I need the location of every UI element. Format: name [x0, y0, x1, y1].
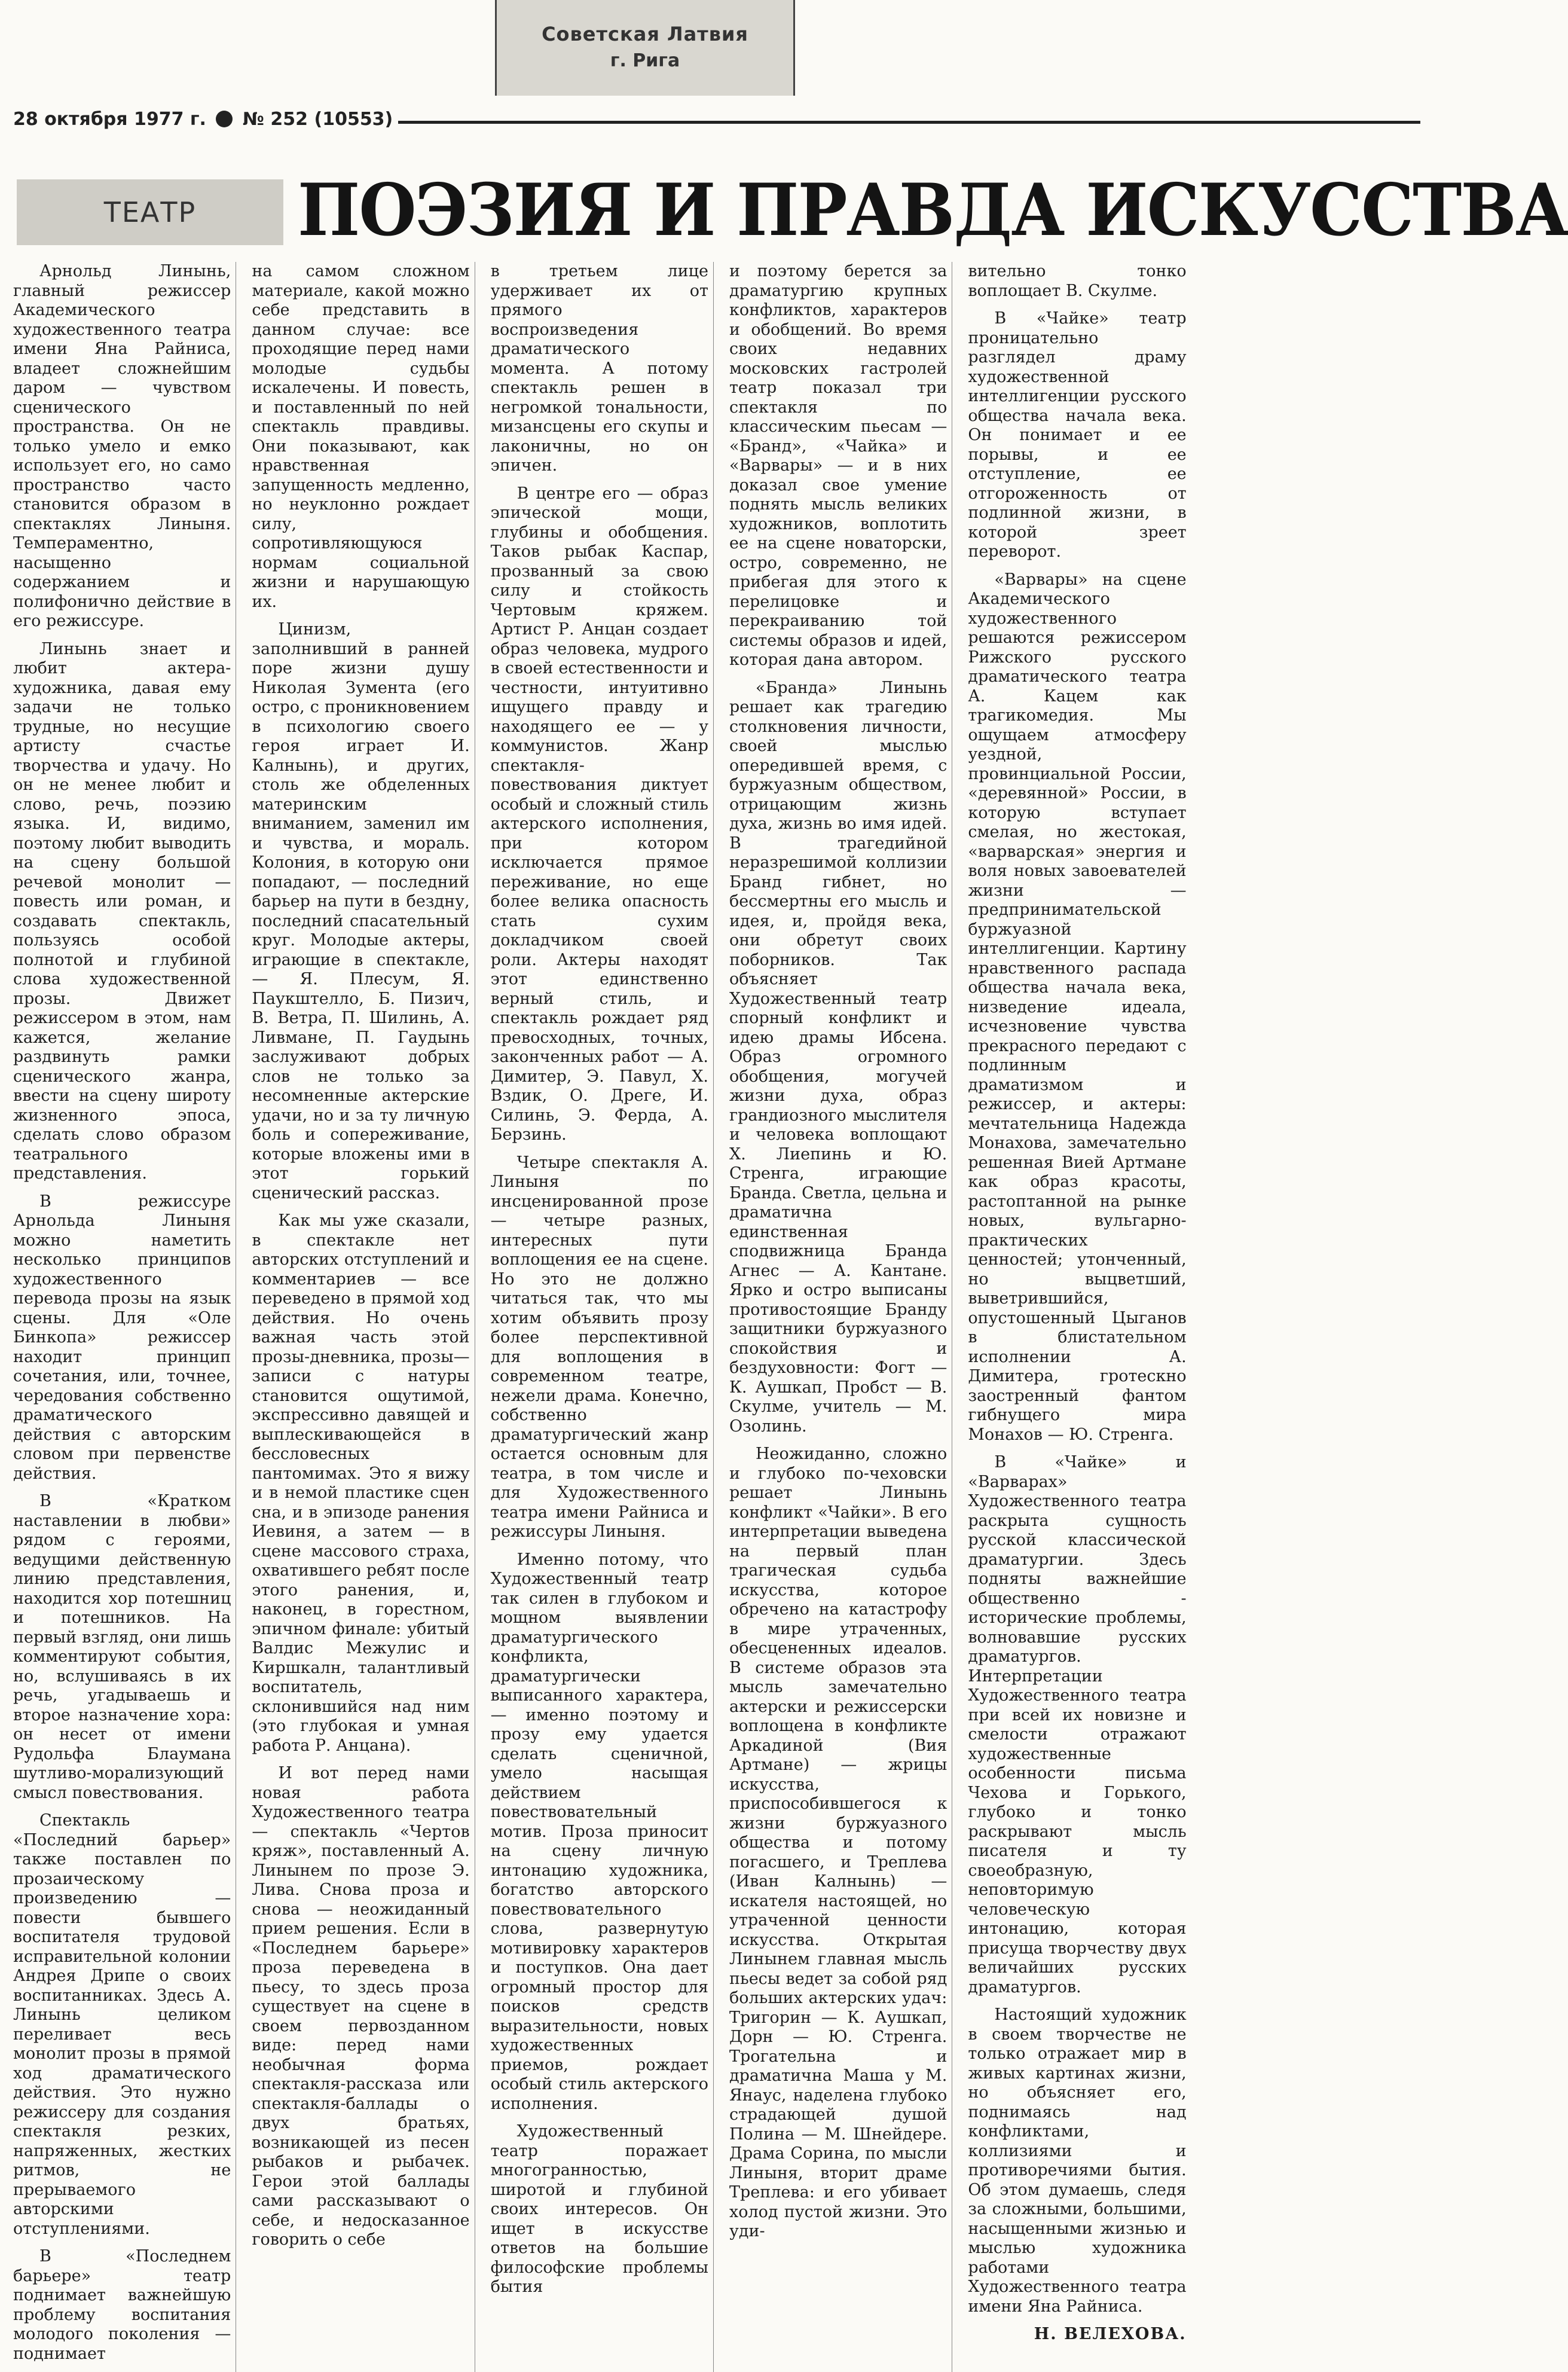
author-signature: Н. ВЕЛЕХОВА.: [1034, 2325, 1187, 2343]
article-column-2: [252, 262, 475, 2372]
issue-date: 28 октября 1977 г.: [13, 109, 206, 130]
paragraph: В «Последнем барьере» театр поднимает важнейшую проблему воспитания молодого поколения — поднимает: [13, 2247, 231, 2363]
article-column-1: [13, 262, 236, 2372]
paragraph: В центре его — образ эпической мощи, глубины и обобщения. Таков рыбак Каспар, прозванный за свою силу и стойкость Чертовым кряжем. Артист Р. Анцан создает образ человека, мудрого в своей естественности и честности, интуитивно ищущего правду и находящего ее — у коммунистов. Жанр спектакля-повествования диктует особый и сложный стиль актерского исполнения, при котором исключается прямое переживание, но еще более велика опасность стать сухим докладчиком своей роли. Актеры находят этот единственно верный стиль, и спектакль рождает ряд превосходных, точных, законченных работ — А. Димитер, Э. Павул, Х. Вздик, О. Дреге, И. Силинь, Э. Ферда, А. Берзинь.: [490, 484, 708, 1144]
newspaper-name: Советская Латвия: [542, 23, 748, 45]
paragraph: Неожиданно, сложно и глубоко по-чеховски решает Линынь конфликт «Чайки». В его интерпретации выведена на первый план трагическая судьба искусства, которое обречено на катастрофу в мире утраченных, обесцененных идеалов. В системе образов эта мысль замечательно актерски и режиссерски воплощена в конфликте Аркадиной (Вия Артмане) — жрицы искусства, приспособившегося к жизни буржуазного общества и потому погасшего, и Треплева (Иван Калнынь) — искателя настоящей, но утраченной ценности искусства. Открытая Линынем главная мысль пьесы ведет за собой ряд больших актерских удач: Тригорин — К. Аушкап, Дорн — Ю. Стренга. Трогательна и драматична Маша у М. Янаус, наделена глубоко страдающей душой Полина — М. Шнейдере. Драма Сорина, по мысли Линыня, вторит драме Треплева: и его убивает холод пустой жизни. Это уди-: [729, 1445, 947, 2240]
paragraph: Четыре спектакля А. Линыня по инсценированной прозе — четыре разных, интересных пути воплощения ее на сцене. Но это не должно читаться так, что мы хотим объявить прозу более перспективной для воплощения в современном театре, нежели драма. Конечно, собственно драматургический жанр остается основным для театра, в том числе и для Художественного театра имени Райниса и режиссуры Линыня.: [490, 1153, 708, 1541]
paragraph: на самом сложном материале, какой можно себе представить в данном случае: все проходящие перед нами молодые судьбы искалечены. И повесть, и поставленный по ней спектакль правдивы. Они показывают, как нравственная запущенность медленно, но неуклонно рождает силу, сопротивляющуюся нормам социальной жизни и нарушающую их.: [252, 262, 470, 611]
paragraph: Линынь знает и любит актера-художника, давая ему задачи не только трудные, но несущие артисту счастье творчества и удачу. Но он не менее любит и слово, речь, поэзию языка. И, видимо, поэтому любит выводить на сцену большой речевой монолит — повесть или роман, и создавать спектакль, пользуясь особой полнотой и глубиной слова художественной прозы. Движет режиссером в этом, нам кажется, желание раздвинуть рамки сценического жанра, ввести на сцену широту жизненного эпоса, сделать слово образом театрального представления.: [13, 639, 231, 1183]
paragraph: Настоящий художник в своем творчестве не только отражает мир в живых картинах жизни, но объясняет его, поднимаясь над конфликтами, коллизиями и противоречиями бытия. Об этом думаешь, следя за сложными, большими, насыщенными жизнью и мыслью художника работами Художественного театра имени Яна Райниса.: [968, 2005, 1187, 2316]
paragraph: В «Кратком наставлении в любви» рядом с героями, ведущими действенную линию представления, находится хор потешниц и потешников. На первый взгляд, они лишь комментируют события, но, вслушиваясь в их речь, угадываешь и второе назначение хора: он несет от имени Рудольфа Блаумана шутливо-морализующий смысл повествования.: [13, 1492, 231, 1802]
paragraph: Именно потому, что Художественный театр так силен в глубоком и мощном выявлении драматургического конфликта, драматургически выписанного характера, — именно поэтому и прозу ему удается сделать сценичной, умело насыщая действием повествовательный мотив. Проза приносит на сцену личную интонацию художника, богатство авторского повествовательного слова, развернутую мотивировку характеров и поступков. Она дает огромный простор для поисков средств выразительности, новых художественных приемов, рождает особый стиль актерского исполнения.: [490, 1550, 708, 2113]
paragraph: в третьем лице удерживает их от прямого воспроизведения драматического момента. А потому спектакль решен в негромкой тональности, мизансцены его скупы и лаконичны, но он эпичен.: [490, 262, 708, 475]
paragraph: В режиссуре Арнольда Линыня можно наметить несколько принципов художественного перевода прозы на язык сцены. Для «Оле Бинкопа» режиссер находит принцип сочетания, или, точнее, чередования собственно драматического действия с авторским словом при первенстве действия.: [13, 1192, 231, 1483]
paragraph: «Варвары» на сцене Академического художественного решаются режиссером Рижского русского драматического театра А. Кацем как трагикомедия. Мы ощущаем атмосферу уездной, провинциальной России, «деревянной» России, в которую вступает смелая, но жестокая, «варварская» энергия и воля новых завоевателей жизни — предпринимательской буржуазной интеллигенции. Картину нравственного распада общества начала века, низведение идеала, исчезновение чувства прекрасного передают с подлинным драматизмом и режиссер, и актеры: мечтательница Надежда Монахова, замечательно решенная Вией Артмане как образ красоты, растоптанной на рынке новых, вульгарно-практических ценностей; утонченный, но выцветший, выветрившийся, опустошенный Цыганов в блистательном исполнении А. Димитера, гротескно заостренный фантом гибнущего мира Монахов — Ю. Стренга.: [968, 570, 1187, 1444]
article-body: [13, 262, 1430, 2363]
dateline: [13, 109, 393, 130]
newspaper-stamp: [495, 0, 795, 96]
article-column-3: [491, 262, 714, 2372]
paragraph: В «Чайке» театр проницательно разглядел драму художественной интеллигенции русского общества начала века. Он понимает и ее порывы, и ее отступление, ее отгороженность от подлинной жизни, в которой зреет переворот.: [968, 309, 1187, 561]
paragraph: И вот перед нами новая работа Художественного театра — спектакль «Чертов кряж», поставленный А. Линынем по прозе Э. Лива. Снова проза и снова — неожиданный прием решения. Если в «Последнем барьере» проза переведена в пьесу, то здесь проза существует на сцене в своем первозданном виде: перед нами необычная форма спектакля-рассказа или спектакля-баллады о двух братьях, возникающей из песен рыбаков и рыбачек. Герои этой баллады сами рассказывают о себе, и недосказанное говорить о себе: [252, 1764, 470, 2249]
bullet-icon: [216, 111, 233, 127]
paragraph: Спектакль «Последний барьер» также поставлен по прозаическому произведению — повести бывшего воспитателя трудовой исправительной колонии Андрея Дрипе о своих воспитанниках. Здесь А. Линынь целиком переливает весь монолит прозы в прямой ход драматического действия. Это нужно режиссеру для создания спектакля резких, напряженных, жестких ритмов, не прерываемого авторскими отступлениями.: [13, 1811, 231, 2238]
paragraph: «Бранда» Линынь решает как трагедию столкновения личности, своей мыслью опередившей время, с буржуазным обществом, отрицающим жизнь духа, жизнь во имя идей. В трагедийной неразрешимой коллизии Бранд гибнет, но бессмертны его мысль и идея, и, пройдя века, они обретут своих поборников. Так объясняет Художественный театр спорный конфликт и идею драмы Ибсена. Образ огромного обобщения, могучей жизни духа, образ грандиозного мыслителя и человека воплощают Х. Лиепинь и Ю. Стренга, играющие Бранда. Светла, цельна и драматична единственная сподвижница Бранда Агнес — А. Кантане. Ярко и остро выписаны противостоящие Бранду защитники буржуазного спокойствия и бездуховности: Фогт — К. Аушкап, Пробст — В. Скулме, учитель — М. Озолинь.: [729, 678, 947, 1436]
paragraph: и поэтому берется за драматургию крупных конфликтов, характеров и обобщений. Во время своих недавних московских гастролей театр показал три спектакля по классическим пьесам — «Бранд», «Чайка» и «Варвары» — и в них доказал свое умение поднять мысль великих художников, воплотить ее на сцене новаторски, остро, современно, не прибегая для этого к перелицовке и перекраиванию той системы образов и идей, которая дана автором.: [729, 262, 947, 669]
issue-number: № 252 (10553): [242, 109, 393, 130]
article-column-4: [729, 262, 952, 2372]
paragraph: вительно тонко воплощает В. Скулме.: [968, 262, 1187, 300]
header-rule: [398, 121, 1420, 124]
paragraph: Цинизм, заполнивший в ранней поре жизни душу Николая Зумента (его остро, с проникновением в психологию своего героя играет И. Калнынь), и других, столь же обделенных материнским вниманием, заменил им и чувства, и мораль. Колония, в которую они попадают, — последний барьер на пути в бездну, последний спасательный круг. Молодые актеры, играющие в спектакле, — Я. Плесум, Я. Паукштелло, Б. Пизич, В. Ветра, П. Шилинь, А. Ливмане, П. Гаудынь заслуживают добрых слов не только за несомненные актерские удачи, но и за ту личную боль и сопереживание, которые вложены ими в этот горький сценический рассказ.: [252, 620, 470, 1202]
newspaper-city: г. Рига: [610, 50, 680, 71]
paragraph: Художественный театр поражает многогранностью, широтой и глубиной своих интересов. Он ищет в искусстве ответов на большие философские проблемы бытия: [490, 2122, 708, 2296]
section-rubric: ТЕАТР: [17, 179, 283, 245]
paragraph: Как мы уже сказали, в спектакле нет авторских отступлений и комментариев — все переведено в прямой ход действия. Но очень важная часть этой прозы-дневника, прозы—записи с натуры становится ощутимой, экспрессивно давящей и выплескивающейся в бессловесных пантомимах. Это я вижу и в немой пластике сцен сна, и в эпизоде ранения Иевиня, а затем — в сцене массового страха, охватившего ребят после этого ранения, и, наконец, в горестном, эпичном финале: убитый Валдис Межулис и Киршкалн, талантливый воспитатель, склонившийся над ним (это глубокая и умная работа Р. Анцана).: [252, 1211, 470, 1755]
paragraph: В «Чайке» и «Варварах» Художественного театра раскрыта сущность русской классической драматургии. Здесь подняты важнейшие общественно - исторические проблемы, волновавшие русских драматургов. Интерпретации Художественного театра при всей их новизне и смелости отражают художественные особенности письма Чехова и Горького, глубоко и тонко раскрывают мысль писателя и ту своеобразную, неповторимую человеческую интонацию, которая присуща творчеству двух величайших русских драматургов.: [968, 1453, 1187, 1996]
article-column-5: [968, 262, 1191, 2372]
article-headline: ПОЭЗИЯ И ПРАВДА ИСКУССТВА: [298, 168, 1568, 252]
paragraph: Арнольд Линынь, главный режиссер Академического художественного театра имени Яна Райниса, владеет сложнейшим даром — чувством сценического пространства. Он не только умело и емко использует его, но само пространство часто становится образом в спектаклях Линыня. Темпераментно, насыщенно содержанием и полифонично действие в его режиссуре.: [13, 262, 231, 630]
